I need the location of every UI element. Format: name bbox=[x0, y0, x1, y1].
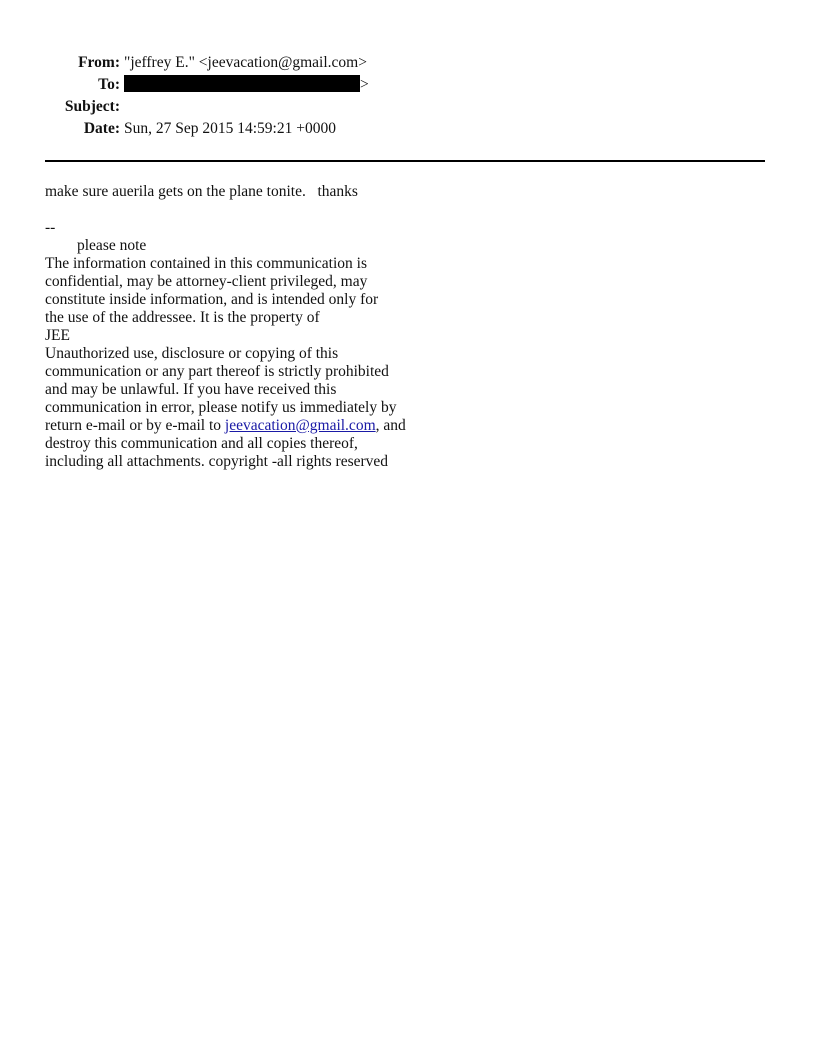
signature-separator: -- bbox=[45, 219, 56, 236]
notice-line: confidential, may be attorney-client privileged, may bbox=[45, 273, 368, 290]
redaction-block bbox=[124, 75, 360, 92]
return-suffix: , and bbox=[375, 417, 406, 434]
from-row bbox=[40, 52, 369, 74]
message-text: make sure auerila gets on the plane tonite. thanks bbox=[45, 183, 358, 200]
email-header bbox=[40, 52, 369, 140]
notice-line: including all attachments. copyright -all rights reserved bbox=[45, 453, 389, 470]
notice-line: the use of the addressee. It is the property of bbox=[45, 309, 320, 326]
date-label: Date: bbox=[83, 120, 120, 137]
from-label: From: bbox=[78, 54, 120, 71]
notice-line: and may be unlawful. If you have received this bbox=[45, 381, 337, 398]
from-value: "jeffrey E." <jeevacation@gmail.com> bbox=[124, 54, 367, 71]
notice-line: destroy this communication and all copies thereof, bbox=[45, 435, 358, 452]
notice-line: Unauthorized use, disclosure or copying of this bbox=[45, 345, 339, 362]
subject-value bbox=[124, 96, 369, 118]
blank-line bbox=[45, 201, 445, 219]
to-suffix: > bbox=[360, 76, 369, 93]
notice-line: communication in error, please notify us immediately by bbox=[45, 399, 397, 416]
header-divider bbox=[45, 160, 765, 162]
date-value: Sun, 27 Sep 2015 14:59:21 +0000 bbox=[124, 120, 336, 137]
subject-label: Subject: bbox=[64, 98, 120, 115]
return-prefix: return e-mail or by e-mail to bbox=[45, 417, 225, 434]
notice-line: The information contained in this communication is bbox=[45, 255, 367, 272]
to-label: To: bbox=[98, 76, 120, 93]
subject-row bbox=[40, 96, 369, 118]
notice-line: JEE bbox=[45, 327, 70, 344]
email-link[interactable]: jeevacation@gmail.com bbox=[224, 417, 376, 434]
please-note-text: please note bbox=[77, 237, 147, 254]
to-row bbox=[40, 74, 369, 96]
date-row bbox=[40, 118, 369, 140]
notice-line-return bbox=[45, 417, 445, 435]
email-body bbox=[45, 183, 445, 471]
notice-line: constitute inside information, and is intended only for bbox=[45, 291, 379, 308]
notice-line: communication or any part thereof is strictly prohibited bbox=[45, 363, 389, 380]
to-value bbox=[124, 74, 369, 96]
